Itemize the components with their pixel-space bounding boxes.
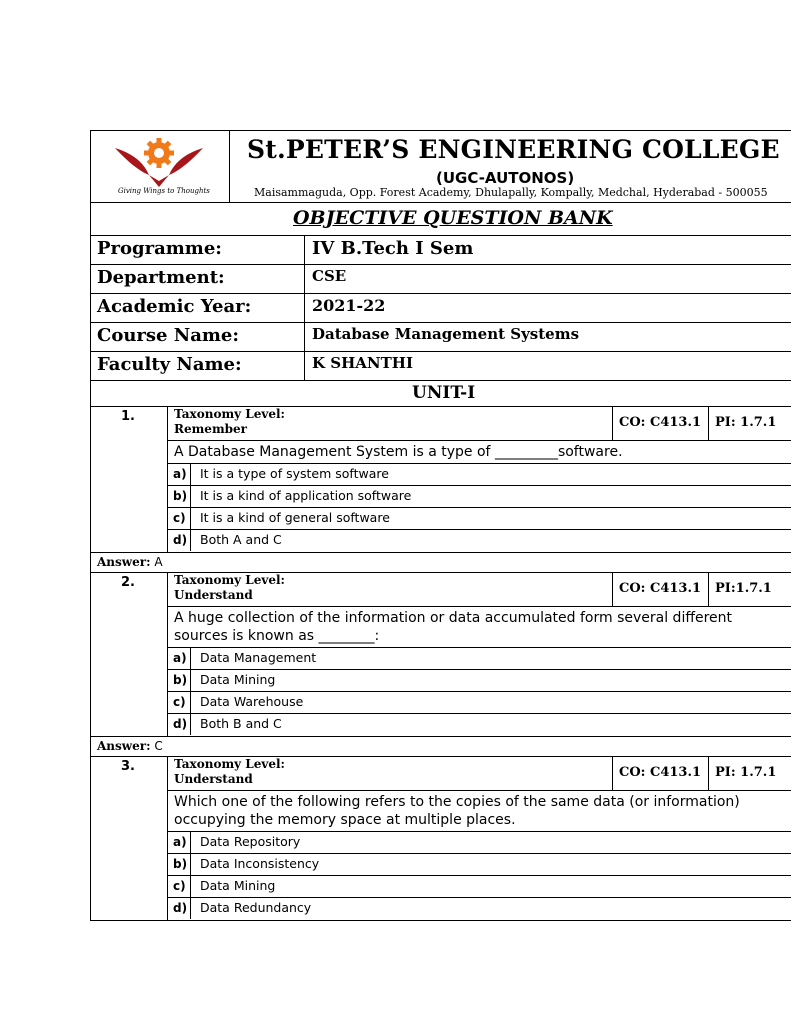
info-value: Database Management Systems <box>312 325 580 343</box>
taxonomy-row <box>168 757 791 791</box>
info-row-academic-year <box>91 294 791 323</box>
college-name: St.PETER’S ENGINEERING COLLEGE <box>247 135 780 164</box>
taxonomy-row <box>168 407 791 441</box>
option-c: c) Data Mining <box>168 876 791 898</box>
info-label: Faculty Name: <box>97 354 242 375</box>
answer-label: Answer: <box>97 555 151 569</box>
question-1 <box>91 407 791 553</box>
autonomy-status: (UGC-AUTONOS) <box>436 169 575 187</box>
taxonomy-level: Understand <box>174 588 253 602</box>
college-logo <box>91 131 230 202</box>
question-number: 2. <box>121 575 135 590</box>
info-row-programme <box>91 236 791 265</box>
info-label: Academic Year: <box>97 296 252 317</box>
question-text: Which one of the following refers to the copies of the same data (or information) occupying the memory space at multiple places. <box>168 791 791 832</box>
taxonomy-label: Taxonomy Level: <box>174 407 285 421</box>
option-b: b) Data Inconsistency <box>168 854 791 876</box>
answer-row-2 <box>91 737 791 757</box>
document-title: OBJECTIVE QUESTION BANK <box>293 207 613 229</box>
course-outcome: CO: C413.1 <box>619 415 702 430</box>
answer-label: Answer: <box>97 739 151 753</box>
info-label: Department: <box>97 267 225 288</box>
taxonomy-level: Remember <box>174 422 247 436</box>
taxonomy-level: Understand <box>174 772 253 786</box>
question-bank-document <box>90 130 791 921</box>
info-row-faculty-name <box>91 352 791 381</box>
info-label: Programme: <box>97 238 222 259</box>
option-d: d) Both B and C <box>168 714 791 736</box>
option-a: a) Data Repository <box>168 832 791 854</box>
option-c: c) Data Warehouse <box>168 692 791 714</box>
question-number: 3. <box>121 759 135 774</box>
info-value: 2021-22 <box>312 296 386 315</box>
college-header <box>91 131 791 203</box>
answer-row-1 <box>91 553 791 573</box>
taxonomy-label: Taxonomy Level: <box>174 757 285 771</box>
course-outcome: CO: C413.1 <box>619 581 702 596</box>
question-text: A Database Management System is a type of _________software. <box>168 441 791 464</box>
option-c: c) It is a kind of general software <box>168 508 791 530</box>
unit-heading: UNIT-I <box>412 383 476 403</box>
option-b: b) Data Mining <box>168 670 791 692</box>
option-a: a) It is a type of system software <box>168 464 791 486</box>
info-row-course-name <box>91 323 791 352</box>
info-row-department <box>91 265 791 294</box>
answer-value: C <box>154 739 163 753</box>
question-2 <box>91 573 791 737</box>
performance-indicator: PI:1.7.1 <box>715 581 772 596</box>
college-address: Maisammaguda, Opp. Forest Academy, Dhulapally, Kompally, Medchal, Hyderabad - 500055 <box>254 186 768 199</box>
question-number: 1. <box>121 409 135 424</box>
answer-value: A <box>154 555 163 569</box>
option-b: b) It is a kind of application software <box>168 486 791 508</box>
info-value: K SHANTHI <box>312 354 413 372</box>
performance-indicator: PI: 1.7.1 <box>715 765 777 780</box>
document-title-row <box>91 203 791 236</box>
taxonomy-label: Taxonomy Level: <box>174 573 285 587</box>
taxonomy-row <box>168 573 791 607</box>
performance-indicator: PI: 1.7.1 <box>715 415 777 430</box>
info-value: CSE <box>312 267 347 285</box>
unit-heading-row <box>91 381 791 407</box>
info-value: IV B.Tech I Sem <box>312 238 474 259</box>
logo-tagline: Giving Wings to Thoughts <box>118 187 210 195</box>
info-label: Course Name: <box>97 325 240 346</box>
course-outcome: CO: C413.1 <box>619 765 702 780</box>
option-a: a) Data Management <box>168 648 791 670</box>
question-3 <box>91 757 791 921</box>
question-text: A huge collection of the information or data accumulated form several different sources is known as ________: <box>168 607 791 648</box>
option-d: d) Data Redundancy <box>168 898 791 920</box>
option-d: d) Both A and C <box>168 530 791 552</box>
